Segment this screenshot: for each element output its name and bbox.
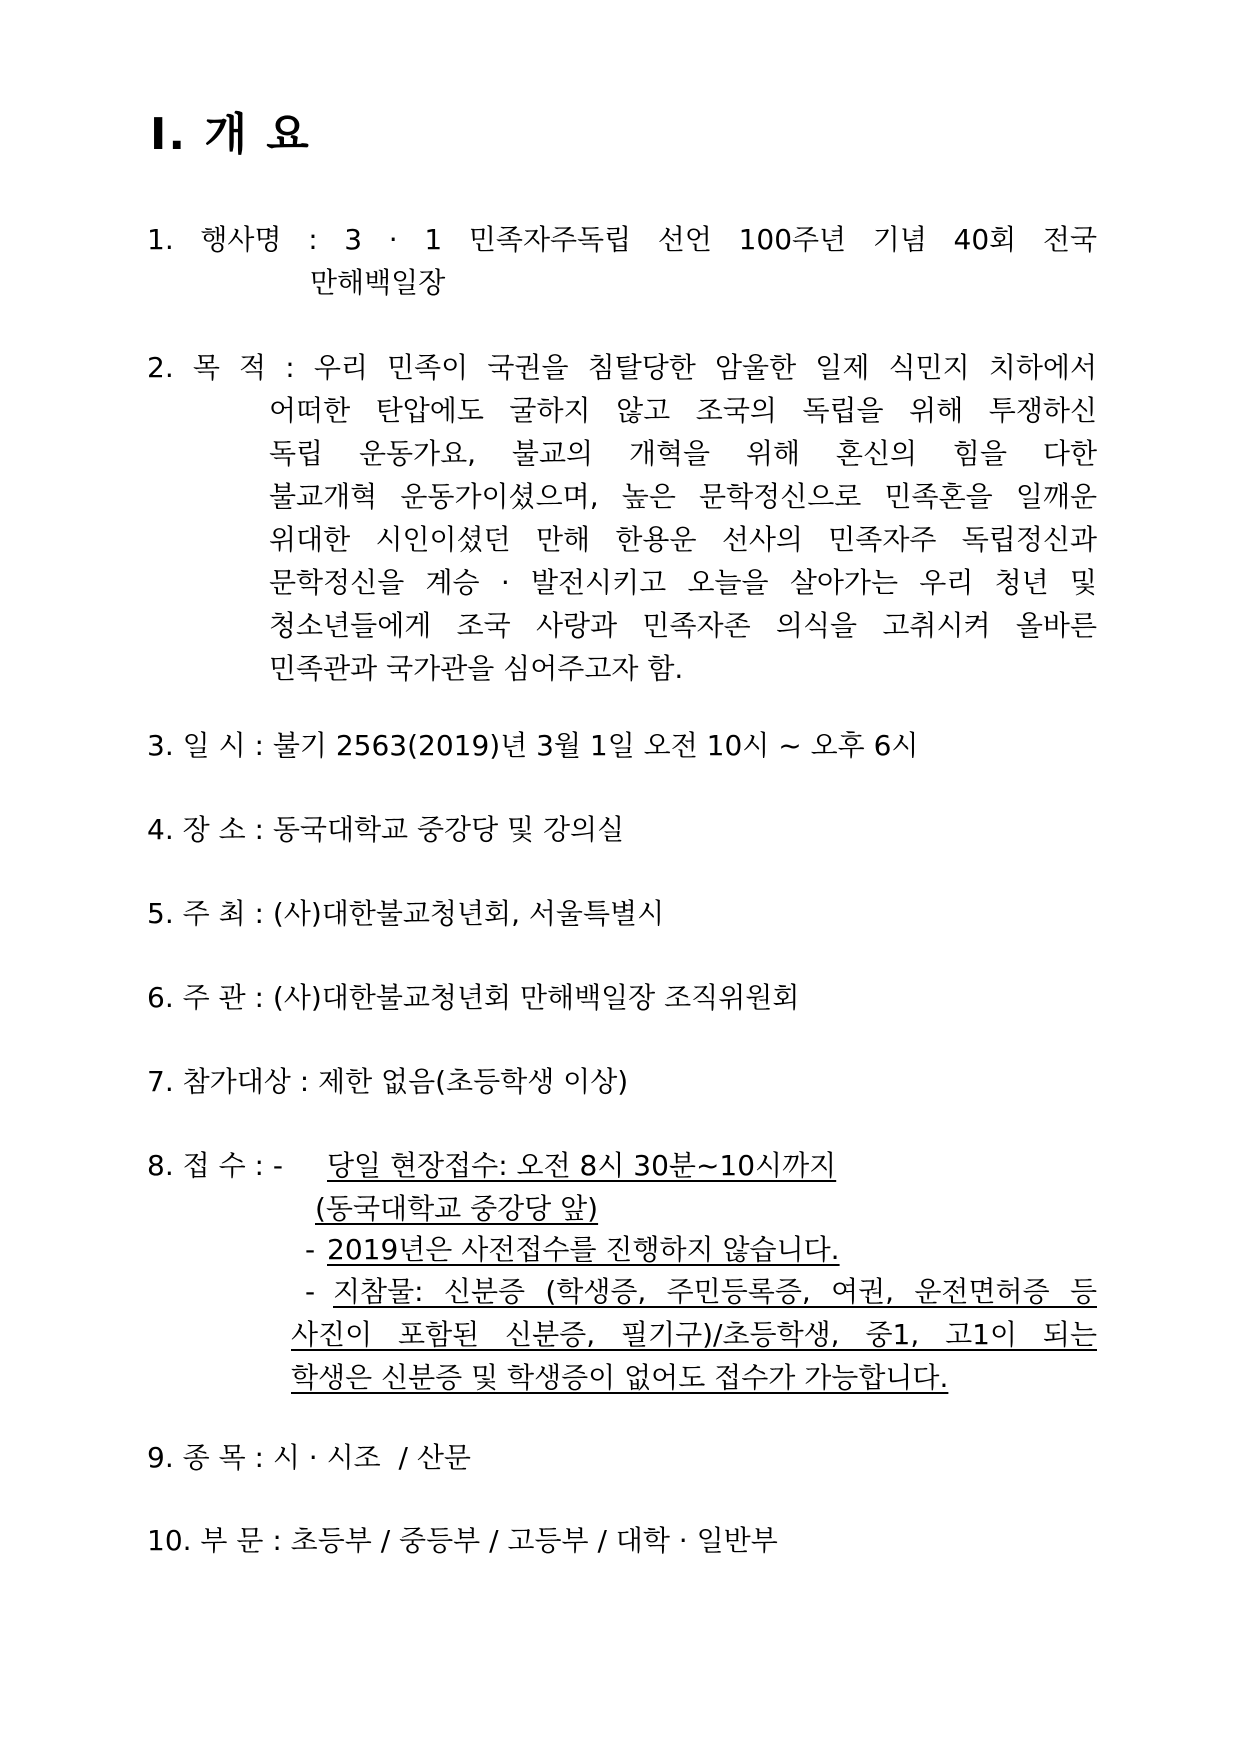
registration-onsite: 당일 현장접수: 오전 8시 30분~10시까지 <box>327 1149 837 1182</box>
item-divisions <box>147 1519 1097 1562</box>
registration-label: 8. 접 수 : - <box>147 1149 283 1182</box>
item-eligibility <box>147 1060 1097 1103</box>
item-venue-text: 4. 장 소 : 동국대학교 중강당 및 강의실 <box>147 813 625 846</box>
registration-onsite-location: (동국대학교 중강당 앞) <box>315 1192 599 1225</box>
item-event-name <box>147 218 1097 304</box>
purpose-line-1: 2. 목 적 : 우리 민족이 국권을 침탈당한 암울한 일제 식민지 치하에서 <box>147 351 1097 384</box>
registration-no-presignup: 2019년은 사전접수를 진행하지 않습니다. <box>327 1233 840 1266</box>
registration-dash-3: - <box>305 1275 316 1308</box>
registration-dash-2: - <box>305 1233 316 1266</box>
item-event-name-line1: 1. 행사명 : 3 · 1 민족자주독립 선언 100주년 기념 40회 전국 <box>147 223 1097 256</box>
item-date-text: 3. 일 시 : 불기 2563(2019)년 3월 1일 오전 10시 ~ 오후 6시 <box>147 729 919 762</box>
item-date <box>147 724 1097 767</box>
purpose-line-7: 청소년들에게 조국 사랑과 민족자존 의식을 고취시켜 올바른 <box>269 609 1097 642</box>
item-venue <box>147 808 1097 851</box>
item-organizer-text: 6. 주 관 : (사)대한불교청년회 만해백일장 조직위원회 <box>147 981 800 1014</box>
purpose-line-4: 불교개혁 운동가이셨으며, 높은 문학정신으로 민족혼을 일깨운 <box>269 480 1097 513</box>
purpose-line-3: 독립 운동가요, 불교의 개혁을 위해 혼신의 힘을 다한 <box>269 437 1097 470</box>
registration-items-line1: 지참물: 신분증 (학생증, 주민등록증, 여권, 운전면허증 등 <box>333 1275 1097 1308</box>
purpose-line-5: 위대한 시인이셨던 만해 한용운 선사의 민족자주 독립정신과 <box>269 523 1097 556</box>
item-categories-text: 9. 종 목 : 시 · 시조 / 산문 <box>147 1441 471 1474</box>
item-event-name-line2: 만해백일장 <box>310 266 446 299</box>
item-registration <box>147 1144 1097 1394</box>
purpose-line-8: 민족관과 국가관을 심어주고자 함. <box>269 652 684 685</box>
item-host-text: 5. 주 최 : (사)대한불교청년회, 서울특별시 <box>147 897 665 930</box>
item-organizer <box>147 976 1097 1019</box>
purpose-line-6: 문학정신을 계승 · 발전시키고 오늘을 살아가는 우리 청년 및 <box>269 566 1097 599</box>
item-categories <box>147 1436 1097 1479</box>
item-eligibility-text: 7. 참가대상 : 제한 없음(초등학생 이상) <box>147 1065 629 1098</box>
registration-items-line3: 학생은 신분증 및 학생증이 없어도 접수가 가능합니다. <box>291 1361 949 1394</box>
purpose-line-2: 어떠한 탄압에도 굴하지 않고 조국의 독립을 위해 투쟁하신 <box>269 394 1097 427</box>
item-host <box>147 892 1097 935</box>
item-divisions-text: 10. 부 문 : 초등부 / 중등부 / 고등부 / 대학 · 일반부 <box>147 1524 778 1557</box>
item-purpose <box>147 346 1097 690</box>
page-title: Ⅰ. 개 요 <box>150 109 311 160</box>
registration-items-line2: 사진이 포함된 신분증, 필기구)/초등학생, 중1, 고1이 되는 <box>291 1318 1097 1351</box>
